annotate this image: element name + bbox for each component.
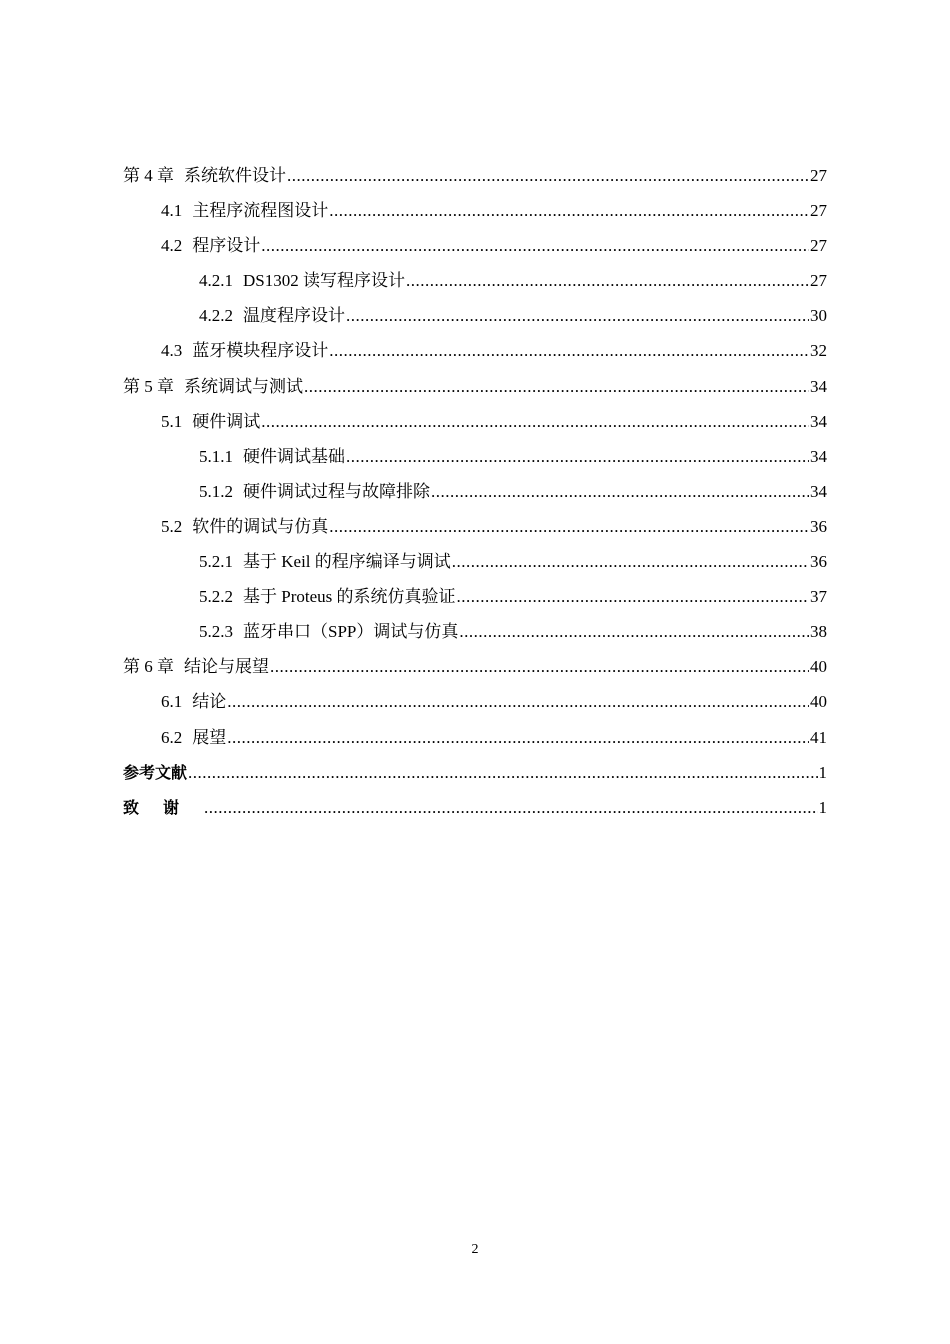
toc-page: 1: [818, 762, 827, 782]
toc-page: 37: [810, 587, 827, 607]
toc-number: 5.1.2: [199, 481, 233, 501]
toc-leader-dots: [406, 263, 809, 298]
toc-title: 蓝牙模块程序设计: [192, 341, 329, 361]
toc-number: 4.2.1: [199, 271, 233, 291]
toc-leader-dots: [261, 228, 809, 263]
toc-row[interactable]: [123, 369, 827, 404]
toc-row[interactable]: [123, 193, 827, 228]
toc-leader-dots: [329, 193, 809, 228]
toc-row[interactable]: [123, 649, 827, 684]
table-of-contents: [123, 158, 827, 825]
toc-number: 第 4 章: [123, 166, 174, 185]
toc-title: 硬件调试: [192, 411, 261, 431]
toc-number: 4.3: [161, 341, 183, 361]
toc-number: 5.1: [161, 411, 183, 431]
toc-leader-dots: [329, 333, 809, 368]
toc-title: 主程序流程图设计: [192, 201, 329, 221]
toc-row[interactable]: [123, 158, 827, 193]
toc-number: 4.1: [161, 201, 183, 221]
toc-acknowledgements-title: 致谢: [123, 797, 204, 817]
toc-title: 结论: [192, 692, 227, 712]
toc-title: 基于 Proteus 的系统仿真验证: [243, 587, 456, 607]
toc-number: 5.2.2: [199, 587, 233, 607]
toc-row[interactable]: [123, 298, 827, 333]
toc-page: 34: [810, 411, 827, 431]
toc-page: 27: [810, 236, 827, 256]
toc-page: 41: [810, 727, 827, 747]
toc-leader-dots: [452, 544, 809, 579]
toc-leader-dots: [459, 614, 809, 649]
toc-leader-dots: [329, 509, 809, 544]
toc-page: 40: [810, 657, 827, 677]
toc-number: 5.1.1: [199, 446, 233, 466]
toc-leader-dots: [204, 790, 817, 825]
toc-title: 系统调试与测试: [184, 376, 303, 396]
toc-leader-dots: [346, 298, 809, 333]
toc-number: 6.1: [161, 692, 183, 712]
toc-page: 1: [818, 797, 827, 817]
toc-number: 4.2: [161, 236, 183, 256]
toc-page: 27: [810, 201, 827, 221]
toc-leader-dots: [457, 579, 810, 614]
toc-number: 5.2.3: [199, 622, 233, 642]
toc-references-title: 参考文献: [123, 762, 188, 782]
toc-title: 系统软件设计: [184, 166, 286, 185]
toc-page: 27: [810, 271, 827, 291]
toc-title: DS1302 读写程序设计: [243, 271, 405, 291]
toc-title: 温度程序设计: [243, 306, 345, 326]
toc-title: 程序设计: [192, 236, 261, 256]
toc-page: 40: [810, 692, 827, 712]
toc-row[interactable]: [123, 684, 827, 719]
toc-title: 结论与展望: [184, 657, 269, 677]
toc-page: 34: [810, 481, 827, 501]
toc-row[interactable]: [123, 404, 827, 439]
toc-title: 硬件调试基础: [243, 446, 345, 466]
toc-row-references[interactable]: [123, 755, 827, 790]
toc-row[interactable]: [123, 579, 827, 614]
toc-leader-dots: [270, 649, 809, 684]
toc-number: 4.2.2: [199, 306, 233, 326]
toc-number: 6.2: [161, 727, 183, 747]
toc-row[interactable]: [123, 614, 827, 649]
toc-row[interactable]: [123, 263, 827, 298]
toc-row[interactable]: [123, 720, 827, 755]
toc-number: 第 6 章: [123, 657, 174, 677]
toc-number: 第 5 章: [123, 376, 174, 396]
toc-title: 基于 Keil 的程序编译与调试: [243, 552, 451, 572]
toc-leader-dots: [431, 474, 809, 509]
toc-number: 5.2.1: [199, 552, 233, 572]
toc-title: 蓝牙串口（SPP）调试与仿真: [243, 622, 459, 642]
toc-title: 硬件调试过程与故障排除: [243, 481, 430, 501]
toc-page: 38: [810, 622, 827, 642]
toc-leader-dots: [261, 404, 809, 439]
toc-number: 5.2: [161, 516, 183, 536]
toc-page: 32: [810, 341, 827, 361]
toc-page: 36: [810, 516, 827, 536]
toc-leader-dots: [304, 369, 809, 404]
toc-page: 30: [810, 306, 827, 326]
page-number: 2: [471, 1242, 479, 1257]
toc-page: 34: [810, 376, 827, 396]
toc-row[interactable]: [123, 439, 827, 474]
toc-page: 34: [810, 446, 827, 466]
toc-row[interactable]: [123, 544, 827, 579]
toc-leader-dots: [227, 720, 809, 755]
toc-row[interactable]: [123, 333, 827, 368]
toc-page: 27: [810, 166, 827, 185]
toc-page: 36: [810, 552, 827, 572]
toc-leader-dots: [188, 755, 817, 790]
toc-row[interactable]: [123, 474, 827, 509]
toc-leader-dots: [346, 439, 809, 474]
toc-leader-dots: [287, 158, 809, 193]
toc-row[interactable]: [123, 228, 827, 263]
toc-title: 展望: [192, 727, 227, 747]
toc-leader-dots: [227, 684, 809, 719]
toc-title: 软件的调试与仿真: [192, 516, 329, 536]
toc-row[interactable]: [123, 509, 827, 544]
toc-row-acknowledgements[interactable]: [123, 790, 827, 825]
